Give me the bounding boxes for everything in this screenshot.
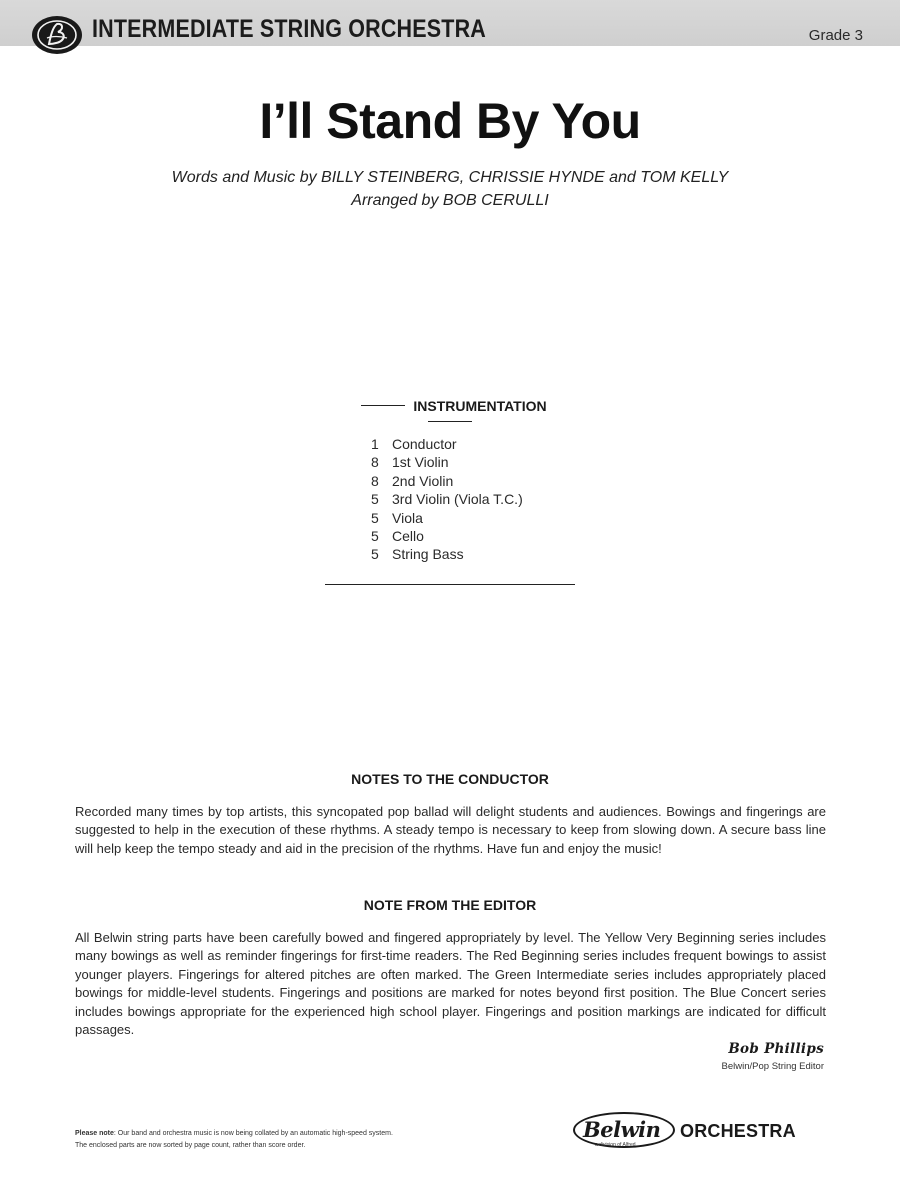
instrument-quantity: 8 xyxy=(371,472,379,489)
note-editor-text: All Belwin string parts have been carefully bowed and fingered appropriately by level. The Yellow Very Beginning series includes many bowings as well as reminder fingerings for first-time readers. The Red Beginning series includes frequent bowings to assist younger players. Fingerings for altered pitches are often marked. The Green Intermediate series includes appropriately placed bowings for middle-level students. Fingerings and positions are marked for notes beyond first position. The Blue Concert series includes bowings appropriate for the experienced high school player. Fingerings and position markings are indicated for difficult passages. xyxy=(75,930,826,1038)
instrument-name: Conductor xyxy=(392,436,457,452)
instrumentation-heading-text: INSTRUMENTATION xyxy=(413,398,547,414)
list-item xyxy=(371,509,523,527)
list-item xyxy=(371,527,523,545)
footer-note-label: Please note xyxy=(75,1130,114,1137)
series-title: INTERMEDIATE STRING ORCHESTRA xyxy=(92,15,486,43)
editor-title: Belwin/Pop String Editor xyxy=(721,1061,824,1072)
instrument-quantity: 5 xyxy=(371,491,379,508)
instrument-name: 2nd Violin xyxy=(392,472,454,489)
footer-note xyxy=(75,1128,545,1151)
instrument-name: 3rd Violin (Viola T.C.) xyxy=(392,491,523,508)
footer-note-line2: The enclosed parts are now sorted by page count, rather than score order. xyxy=(75,1141,306,1149)
instrument-name: Viola xyxy=(392,509,423,526)
editor-signature: Bob Phillips xyxy=(728,1041,824,1057)
publisher-subtitle: a division of Alfred xyxy=(595,1142,636,1148)
instrument-quantity: 5 xyxy=(371,509,379,526)
instrumentation-list xyxy=(371,435,523,564)
list-item xyxy=(371,453,523,471)
publisher-word-text: ORCHESTRA xyxy=(680,1121,796,1141)
instrument-name: Cello xyxy=(392,527,424,544)
list-item xyxy=(371,490,523,508)
series-logo-icon xyxy=(30,14,84,56)
publisher-logo xyxy=(573,1108,833,1154)
instrument-quantity: 5 xyxy=(371,546,379,563)
notes-conductor-heading: NOTES TO THE CONDUCTOR xyxy=(351,771,549,787)
footer-note-line1: : Our band and orchestra music is now being collated by an automatic high-speed system. xyxy=(113,1130,393,1137)
grade-label: Grade 3 xyxy=(808,27,863,44)
heading-rule-right xyxy=(428,421,472,422)
list-item xyxy=(371,472,523,490)
note-editor-heading: NOTE FROM THE EDITOR xyxy=(363,897,537,913)
list-item xyxy=(371,545,523,563)
instrument-quantity: 1 xyxy=(371,436,379,452)
publisher-script-text: Belwin xyxy=(583,1117,661,1142)
instrument-name: String Bass xyxy=(392,546,464,563)
instrument-quantity: 8 xyxy=(371,454,379,471)
instrument-name: 1st Violin xyxy=(392,454,449,471)
instrument-quantity: 5 xyxy=(371,527,379,544)
arranger-credit: Arranged by BOB CERULLI xyxy=(351,192,549,209)
list-item xyxy=(371,435,523,453)
instrumentation-bottom-rule xyxy=(325,584,575,585)
words-music-credit: Words and Music by BILLY STEINBERG, CHRISSIE HYNDE and TOM KELLY xyxy=(171,169,729,186)
instrumentation-heading xyxy=(325,398,575,430)
notes-conductor-text: Recorded many times by top artists, this syncopated pop ballad will delight students and audiences. Bowings and fingerings are suggested to help in the execution of these rhythms. A steady tempo is necessary to keep from slowing down. A secure bass line will help keep the tempo steady and aid in the precision of the rhythms. Have fun and enjoy the music! xyxy=(75,804,826,856)
heading-rule-left xyxy=(361,405,405,406)
song-title: I’ll Stand By You xyxy=(259,93,641,149)
